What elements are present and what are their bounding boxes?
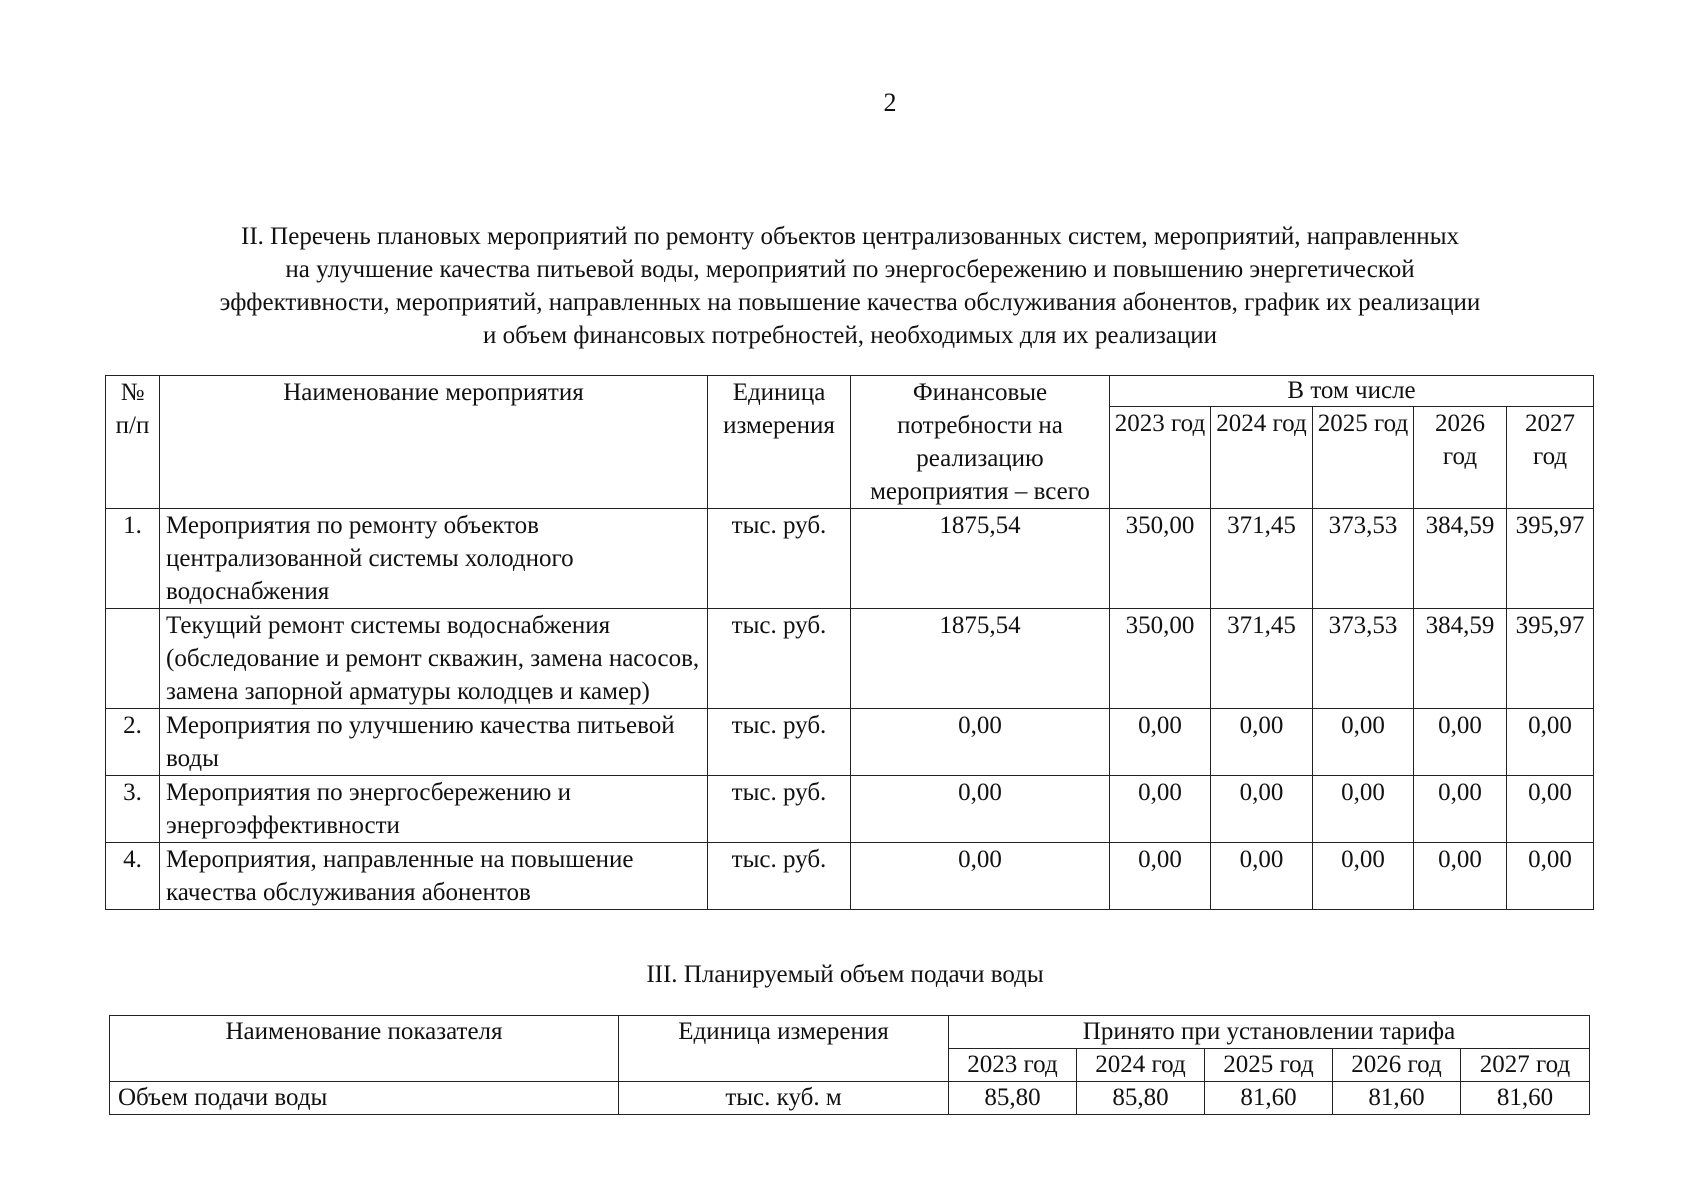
- header-total-needs: Финансовые потребности на реализацию мероприятия – всего: [851, 376, 1110, 509]
- year-value: 395,97: [1507, 509, 1594, 609]
- header-year: 2025 год: [1205, 1049, 1333, 1082]
- table-row: [106, 509, 1594, 609]
- year-value: 0,00: [1414, 843, 1507, 910]
- measure-name: Мероприятия по ремонту объектов централизованной системы холодного водоснабжения: [160, 509, 708, 609]
- unit-cell: тыс. руб.: [708, 509, 851, 609]
- year-value: 0,00: [1313, 776, 1414, 843]
- year-value: 371,45: [1211, 609, 1313, 709]
- table-row: [106, 776, 1594, 843]
- year-value: 384,59: [1414, 509, 1507, 609]
- header-year: 2027 год: [1507, 407, 1594, 509]
- header-unit: Единица измерения: [619, 1016, 949, 1082]
- year-value: 0,00: [1507, 776, 1594, 843]
- measure-name: Текущий ремонт системы водоснабжения (обследование и ремонт скважин, замена насосов, замена запорной арматуры колодцев и камер): [160, 609, 708, 709]
- year-value: 350,00: [1110, 509, 1211, 609]
- year-value: 0,00: [1414, 776, 1507, 843]
- year-value: 0,00: [1313, 709, 1414, 776]
- measures-table: [105, 375, 1594, 910]
- unit-cell: тыс. руб.: [708, 843, 851, 910]
- header-year: 2026 год: [1414, 407, 1507, 509]
- header-year: 2025 год: [1313, 407, 1414, 509]
- header-accepted: Принято при установлении тарифа: [949, 1016, 1590, 1049]
- header-year: 2027 год: [1461, 1049, 1590, 1082]
- measure-name: Мероприятия, направленные на повышение качества обслуживания абонентов: [160, 843, 708, 910]
- row-num: 2.: [106, 709, 160, 776]
- row-num: 3.: [106, 776, 160, 843]
- year-value: 395,97: [1507, 609, 1594, 709]
- total-cell: 1875,54: [851, 509, 1110, 609]
- year-value: 81,60: [1333, 1082, 1461, 1115]
- section-2-title-line: и объем финансовых потребностей, необходимых для их реализации: [482, 322, 1218, 349]
- year-value: 81,60: [1461, 1082, 1590, 1115]
- year-value: 0,00: [1414, 709, 1507, 776]
- section-2-title-line: на улучшение качества питьевой воды, мероприятий по энергосбережению и повышению энергетической: [285, 256, 1415, 283]
- table-row: [110, 1082, 1590, 1115]
- unit-cell: тыс. руб.: [708, 776, 851, 843]
- header-including: В том числе: [1110, 376, 1594, 407]
- header-year: 2024 год: [1077, 1049, 1205, 1082]
- total-cell: 0,00: [851, 843, 1110, 910]
- table-row: [106, 709, 1594, 776]
- year-value: 373,53: [1313, 509, 1414, 609]
- total-cell: 0,00: [851, 709, 1110, 776]
- section-2-title-line: II. Перечень плановых мероприятий по ремонту объектов централизованных систем, мероприятий, направленных: [241, 223, 1459, 250]
- section-2-title-line: эффективности, мероприятий, направленных на повышение качества обслуживания абонентов, график их реализации: [219, 289, 1481, 316]
- year-value: 0,00: [1211, 843, 1313, 910]
- year-value: 0,00: [1211, 776, 1313, 843]
- unit-cell: тыс. куб. м: [619, 1082, 949, 1115]
- indicator-name: Объем подачи воды: [110, 1082, 619, 1115]
- year-value: 350,00: [1110, 609, 1211, 709]
- header-measure-name: Наименование мероприятия: [160, 376, 708, 509]
- year-value: 0,00: [1110, 776, 1211, 843]
- unit-cell: тыс. руб.: [708, 709, 851, 776]
- year-value: 0,00: [1507, 709, 1594, 776]
- header-unit: Единица измерения: [708, 376, 851, 509]
- year-value: 0,00: [1507, 843, 1594, 910]
- row-num: 4.: [106, 843, 160, 910]
- year-value: 371,45: [1211, 509, 1313, 609]
- section-3-title: III. Планируемый объем подачи воды: [646, 961, 1044, 988]
- year-value: 81,60: [1205, 1082, 1333, 1115]
- page-number: 2: [883, 88, 897, 117]
- year-value: 0,00: [1313, 843, 1414, 910]
- year-value: 85,80: [1077, 1082, 1205, 1115]
- header-year: 2023 год: [1110, 407, 1211, 509]
- row-num: [106, 609, 160, 709]
- measure-name: Мероприятия по энергосбережению и энергоэффективности: [160, 776, 708, 843]
- table-row: [106, 609, 1594, 709]
- section-2-title: [120, 220, 1580, 352]
- year-value: 0,00: [1110, 709, 1211, 776]
- year-value: 0,00: [1211, 709, 1313, 776]
- unit-cell: тыс. руб.: [708, 609, 851, 709]
- year-value: 85,80: [949, 1082, 1077, 1115]
- year-value: 384,59: [1414, 609, 1507, 709]
- header-year: 2024 год: [1211, 407, 1313, 509]
- measure-name: Мероприятия по улучшению качества питьевой воды: [160, 709, 708, 776]
- row-num: 1.: [106, 509, 160, 609]
- header-year: 2023 год: [949, 1049, 1077, 1082]
- total-cell: 0,00: [851, 776, 1110, 843]
- total-cell: 1875,54: [851, 609, 1110, 709]
- table-row: [106, 843, 1594, 910]
- header-year: 2026 год: [1333, 1049, 1461, 1082]
- header-num: № п/п: [106, 376, 160, 509]
- year-value: 373,53: [1313, 609, 1414, 709]
- header-indicator-name: Наименование показателя: [110, 1016, 619, 1082]
- water-supply-table: [109, 1015, 1590, 1115]
- year-value: 0,00: [1110, 843, 1211, 910]
